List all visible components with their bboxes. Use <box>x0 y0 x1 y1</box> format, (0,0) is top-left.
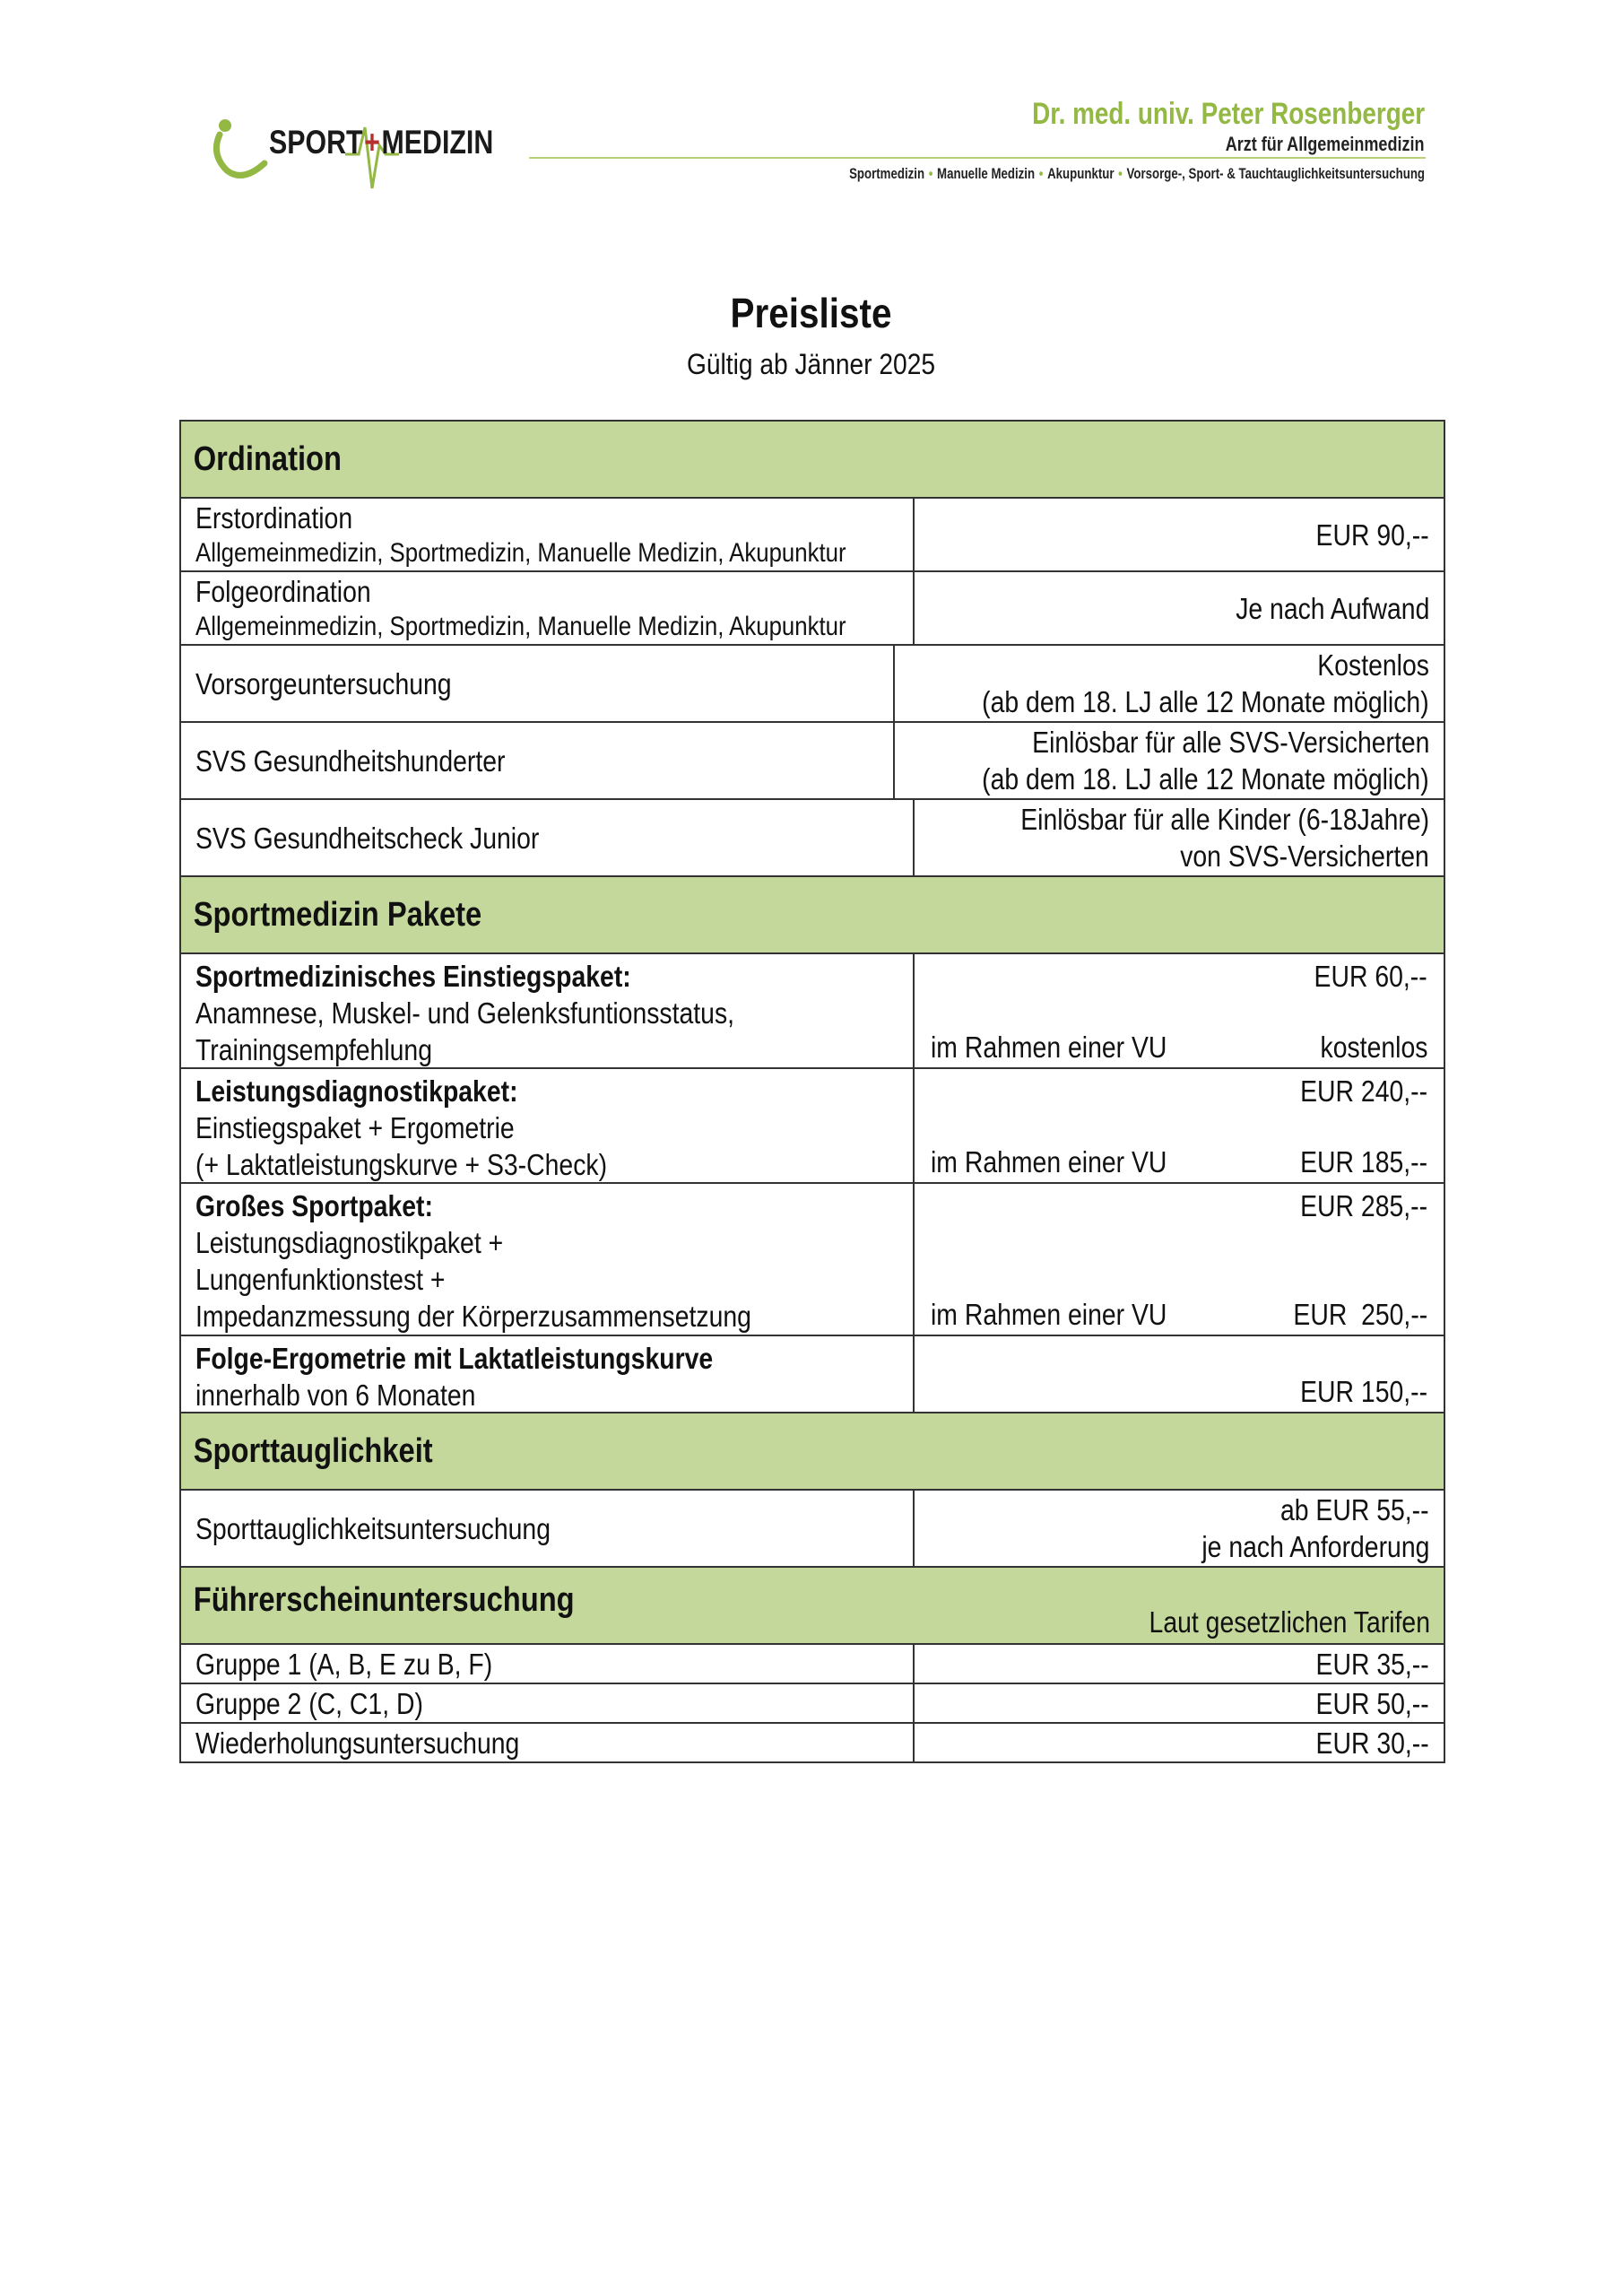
package-line: Anamnese, Muskel- und Gelenksfuntionsstatus, <box>195 996 735 1030</box>
section-header-tauglichkeit <box>181 1413 1444 1491</box>
section-header-fuehrerschein <box>181 1568 1444 1645</box>
vu-label: im Rahmen einer VU <box>931 1031 1167 1064</box>
specialty-item: Sportmedizin <box>849 165 925 182</box>
table-row <box>181 1184 1444 1336</box>
section-title: Führerscheinuntersuchung <box>193 1580 575 1619</box>
package-line: Lungenfunktionstest + <box>195 1263 446 1296</box>
service-price: EUR 50,-- <box>1315 1686 1429 1720</box>
vu-price: kostenlos <box>1320 1031 1427 1064</box>
logo-word-sport: SPORT <box>269 124 363 161</box>
vu-price: EUR 185,-- <box>1300 1145 1427 1178</box>
service-price: ab EUR 55,-- <box>1280 1493 1429 1526</box>
section-title: Sportmedizin Pakete <box>193 895 482 934</box>
vu-price: EUR 250,-- <box>1293 1298 1427 1331</box>
table-row <box>181 1684 1444 1724</box>
table-row <box>181 1491 1444 1568</box>
letterhead <box>0 0 1622 215</box>
service-desc: Allgemeinmedizin, Sportmedizin, Manuelle Medizin, Akupunktur <box>195 611 846 641</box>
service-name: SVS Gesundheitscheck Junior <box>195 821 540 855</box>
table-row <box>181 723 1444 800</box>
service-name: Sporttauglichkeitsuntersuchung <box>195 1511 551 1545</box>
table-row <box>181 1645 1444 1684</box>
page-subtitle: Gültig ab Jänner 2025 <box>686 348 936 380</box>
service-price: Je nach Aufwand <box>1235 591 1429 625</box>
package-name: Leistungsdiagnostikpaket: <box>195 1074 518 1108</box>
package-name: Großes Sportpaket: <box>195 1189 433 1222</box>
service-price-note: (ab dem 18. LJ alle 12 Monate möglich) <box>982 762 1429 796</box>
service-name: SVS Gesundheitshunderter <box>195 744 506 778</box>
logo-wordmark <box>269 124 493 161</box>
service-name: Folgeordination <box>195 574 371 608</box>
doctor-name: Dr. med. univ. Peter Rosenberger <box>1032 97 1425 131</box>
table-row <box>181 646 1444 723</box>
package-line: (+ Laktatleistungskurve + S3-Check) <box>195 1148 608 1181</box>
doctor-title: Arzt für Allgemeinmedizin <box>1226 133 1425 155</box>
package-price: EUR 285,-- <box>1300 1189 1427 1222</box>
service-name: Gruppe 2 (C, C1, D) <box>195 1686 423 1720</box>
service-name: Gruppe 1 (A, B, E zu B, F) <box>195 1647 493 1681</box>
section-title: Sporttauglichkeit <box>193 1431 433 1470</box>
service-price: Einlösbar für alle Kinder (6-18Jahre) <box>1020 803 1429 836</box>
service-price: EUR 90,-- <box>1315 517 1429 552</box>
package-line: innerhalb von 6 Monaten <box>195 1378 476 1412</box>
header-divider <box>529 157 1426 159</box>
service-name: Vorsorgeuntersuchung <box>195 666 452 700</box>
table-row <box>181 1724 1444 1761</box>
service-desc: Allgemeinmedizin, Sportmedizin, Manuelle Medizin, Akupunktur <box>195 537 846 568</box>
service-price: EUR 35,-- <box>1315 1647 1429 1681</box>
service-name: Erstordination <box>195 500 353 535</box>
logo-plus: + <box>364 124 380 161</box>
service-price-note: (ab dem 18. LJ alle 12 Monate möglich) <box>982 685 1429 718</box>
section-note: Laut gesetzlichen Tarifen <box>1149 1605 1430 1639</box>
package-price: EUR 60,-- <box>1314 960 1427 993</box>
package-line: Impedanzmessung der Körperzusammensetzung <box>195 1300 751 1333</box>
service-price: EUR 30,-- <box>1315 1726 1429 1760</box>
table-row <box>181 800 1444 877</box>
table-row <box>181 954 1444 1069</box>
specialties-line: Sportmedizin • Manuelle Medizin • Akupunktur • Vorsorge-, Sport- & Tauchtauglichkeitsuntersuchung <box>849 165 1425 182</box>
service-name: Wiederholungsuntersuchung <box>195 1726 520 1760</box>
package-line: Leistungsdiagnostikpaket + <box>195 1226 504 1259</box>
logo-word-medizin: MEDIZIN <box>381 124 494 161</box>
specialty-item: Vorsorge-, Sport- & Tauchtauglichkeitsuntersuchung <box>1126 165 1425 182</box>
section-header-sport <box>181 877 1444 954</box>
service-price-note: von SVS-Versicherten <box>1180 839 1429 873</box>
specialty-item: Manuelle Medizin <box>937 165 1036 182</box>
price-table <box>179 420 1445 1763</box>
package-line: Einstiegspaket + Ergometrie <box>195 1111 515 1144</box>
package-name: Sportmedizinisches Einstiegspaket: <box>195 960 631 993</box>
package-price: EUR 240,-- <box>1300 1074 1427 1108</box>
package-line: Trainingsempfehlung <box>195 1033 432 1066</box>
page-title: Preisliste <box>730 290 892 336</box>
section-title: Ordination <box>193 439 342 478</box>
package-price: EUR 150,-- <box>1300 1375 1427 1408</box>
package-name: Folge-Ergometrie mit Laktatleistungskurve <box>195 1342 714 1375</box>
service-price: Kostenlos <box>1317 648 1429 682</box>
table-row <box>181 1069 1444 1184</box>
table-row <box>181 1336 1444 1413</box>
service-price: Einlösbar für alle SVS-Versicherten <box>1031 726 1429 759</box>
vu-label: im Rahmen einer VU <box>931 1145 1167 1178</box>
service-price-note: je nach Anforderung <box>1201 1530 1429 1563</box>
table-row <box>181 572 1444 646</box>
section-header-ordination <box>181 422 1444 499</box>
vu-label: im Rahmen einer VU <box>931 1298 1167 1331</box>
table-row <box>181 499 1444 572</box>
specialty-item: Akupunktur <box>1047 165 1115 182</box>
